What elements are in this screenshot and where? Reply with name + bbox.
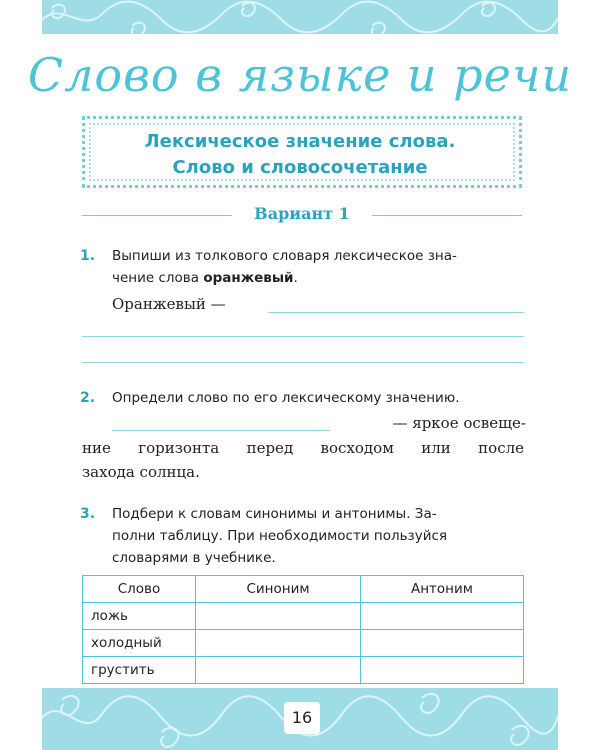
- task-2-answer-line[interactable]: [112, 430, 330, 431]
- task-1-line-2: [112, 267, 526, 289]
- table-header-synonym: Синоним: [196, 576, 361, 603]
- synonym-antonym-table: [82, 575, 524, 684]
- variant-label: Вариант 1: [254, 204, 350, 223]
- task-3-line-1: Подбери к словам синонимы и антонимы. За-: [112, 506, 437, 522]
- task-1-number: 1.: [80, 248, 96, 264]
- topic-line-2: Слово и словосочетание: [172, 157, 428, 178]
- task-3-number: 3.: [80, 506, 96, 522]
- topic-line-1: Лексическое значение слова.: [144, 131, 456, 152]
- table-header-antonym: Антоним: [361, 576, 524, 603]
- table-cell-antonym[interactable]: [361, 603, 524, 630]
- table-cell-antonym[interactable]: [361, 657, 524, 684]
- table-row: [83, 657, 524, 684]
- task-3-line-2: полни таблицу. При необходимости пользуйся: [112, 528, 448, 544]
- task-2-number: 2.: [80, 390, 96, 406]
- task-1-line-1: Выпиши из толкового словаря лексическое зна-: [112, 248, 457, 264]
- task-1-answer-line-3[interactable]: [82, 362, 524, 363]
- task-2-line-2: — яркое освеще-: [392, 414, 526, 432]
- task-1-line-2-prefix: чение слова: [112, 270, 204, 286]
- task-1-answer-label: Оранжевый —: [112, 295, 226, 313]
- task-2-line-1: Определи слово по его лексическому значению.: [112, 390, 460, 406]
- page-number: 16: [284, 702, 320, 734]
- task-2-line-4: захода солнца.: [82, 463, 200, 481]
- table-cell-word: ложь: [83, 603, 196, 630]
- task-1-answer-line-2[interactable]: [82, 336, 524, 337]
- task-3-line-3: словарями в учебнике.: [112, 550, 276, 566]
- table-cell-synonym[interactable]: [196, 603, 361, 630]
- table-row: [83, 603, 524, 630]
- task-1-answer-line-1[interactable]: [268, 312, 524, 313]
- task-2-line-3: ние горизонта перед восходом или после: [82, 439, 524, 457]
- task-1-keyword: оранжевый: [203, 270, 294, 286]
- table-header-row: [83, 576, 524, 603]
- page-title: Слово в языке и речи: [27, 48, 573, 102]
- table-row: [83, 630, 524, 657]
- table-cell-word: холодный: [83, 630, 196, 657]
- table-cell-word: грустить: [83, 657, 196, 684]
- table-header-word: Слово: [83, 576, 196, 603]
- swirl-pattern-icon: [42, 0, 558, 34]
- top-ornament-band: [42, 0, 558, 34]
- table-cell-synonym[interactable]: [196, 657, 361, 684]
- table-cell-synonym[interactable]: [196, 630, 361, 657]
- table-cell-antonym[interactable]: [361, 630, 524, 657]
- variant-heading: [82, 203, 522, 227]
- task-1-line-2-suffix: .: [293, 270, 298, 286]
